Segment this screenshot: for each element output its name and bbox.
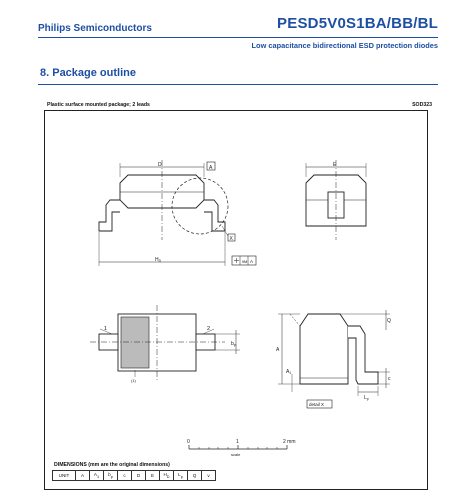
drawing-caption: Plastic surface mounted package; 2 leads: [47, 102, 150, 108]
table-header-cell: D: [132, 471, 146, 481]
scale-tick-2: 2 mm: [283, 439, 296, 445]
label-D: D: [158, 162, 162, 168]
table-header-cell: A: [76, 471, 90, 481]
label-bp: $b_p$: [231, 341, 236, 347]
datum-A-label: A: [209, 165, 213, 171]
document-subtitle: Low capacitance bidirectional ESD protection diodes: [251, 41, 438, 50]
part-number: PESD5V0S1BA/BB/BL: [277, 15, 438, 32]
side-view: [99, 160, 256, 266]
end-view: [306, 160, 366, 240]
tol-v: v: [242, 259, 245, 264]
pin-1-label: 1: [104, 326, 108, 332]
section-title: 8. Package outline: [40, 67, 136, 79]
table-header-cell: Q: [188, 471, 202, 481]
table-header-cell: c: [118, 471, 132, 481]
label-E: E: [333, 162, 337, 168]
tol-A: A: [250, 259, 254, 264]
table-header-cell: $A_1$: [90, 471, 104, 481]
top-view: [90, 305, 240, 380]
label-A1: $A_1$: [286, 369, 292, 375]
package-code: SOD323: [412, 102, 432, 108]
label-Lp: $L_p$: [364, 395, 369, 401]
table-header-cell: E: [146, 471, 160, 481]
table-header-cell: $b_p$: [104, 471, 118, 481]
table-header-cell: $L_p$: [174, 471, 188, 481]
table-header-cell: v: [202, 471, 216, 481]
scale-tick-1: 1: [236, 439, 239, 445]
label-A-detail: A: [276, 347, 280, 353]
label-Q: Q: [387, 318, 391, 324]
detail-x-view: [278, 310, 390, 408]
position-symbol-icon: [234, 258, 239, 263]
scale-label: scale: [231, 452, 241, 457]
label-X: X: [229, 236, 233, 242]
scale-bar: [189, 445, 287, 449]
table-header-cell: UNIT: [53, 471, 76, 481]
dimensions-table: [52, 470, 216, 481]
pin-2-label: 2: [207, 326, 211, 332]
note-1-label: (1): [131, 378, 136, 383]
company-name: Philips Semiconductors: [38, 23, 152, 34]
table-row: [53, 471, 216, 481]
table-header-cell: $H_D$: [160, 471, 174, 481]
scale-tick-0: 0: [187, 439, 190, 445]
dimensions-title: DIMENSIONS (mm are the original dimensions): [54, 462, 170, 468]
detail-x-label: detail X: [309, 402, 325, 407]
label-c: c: [388, 376, 391, 382]
tol-M: M: [244, 259, 248, 264]
label-HD: $H_D$: [155, 257, 162, 263]
